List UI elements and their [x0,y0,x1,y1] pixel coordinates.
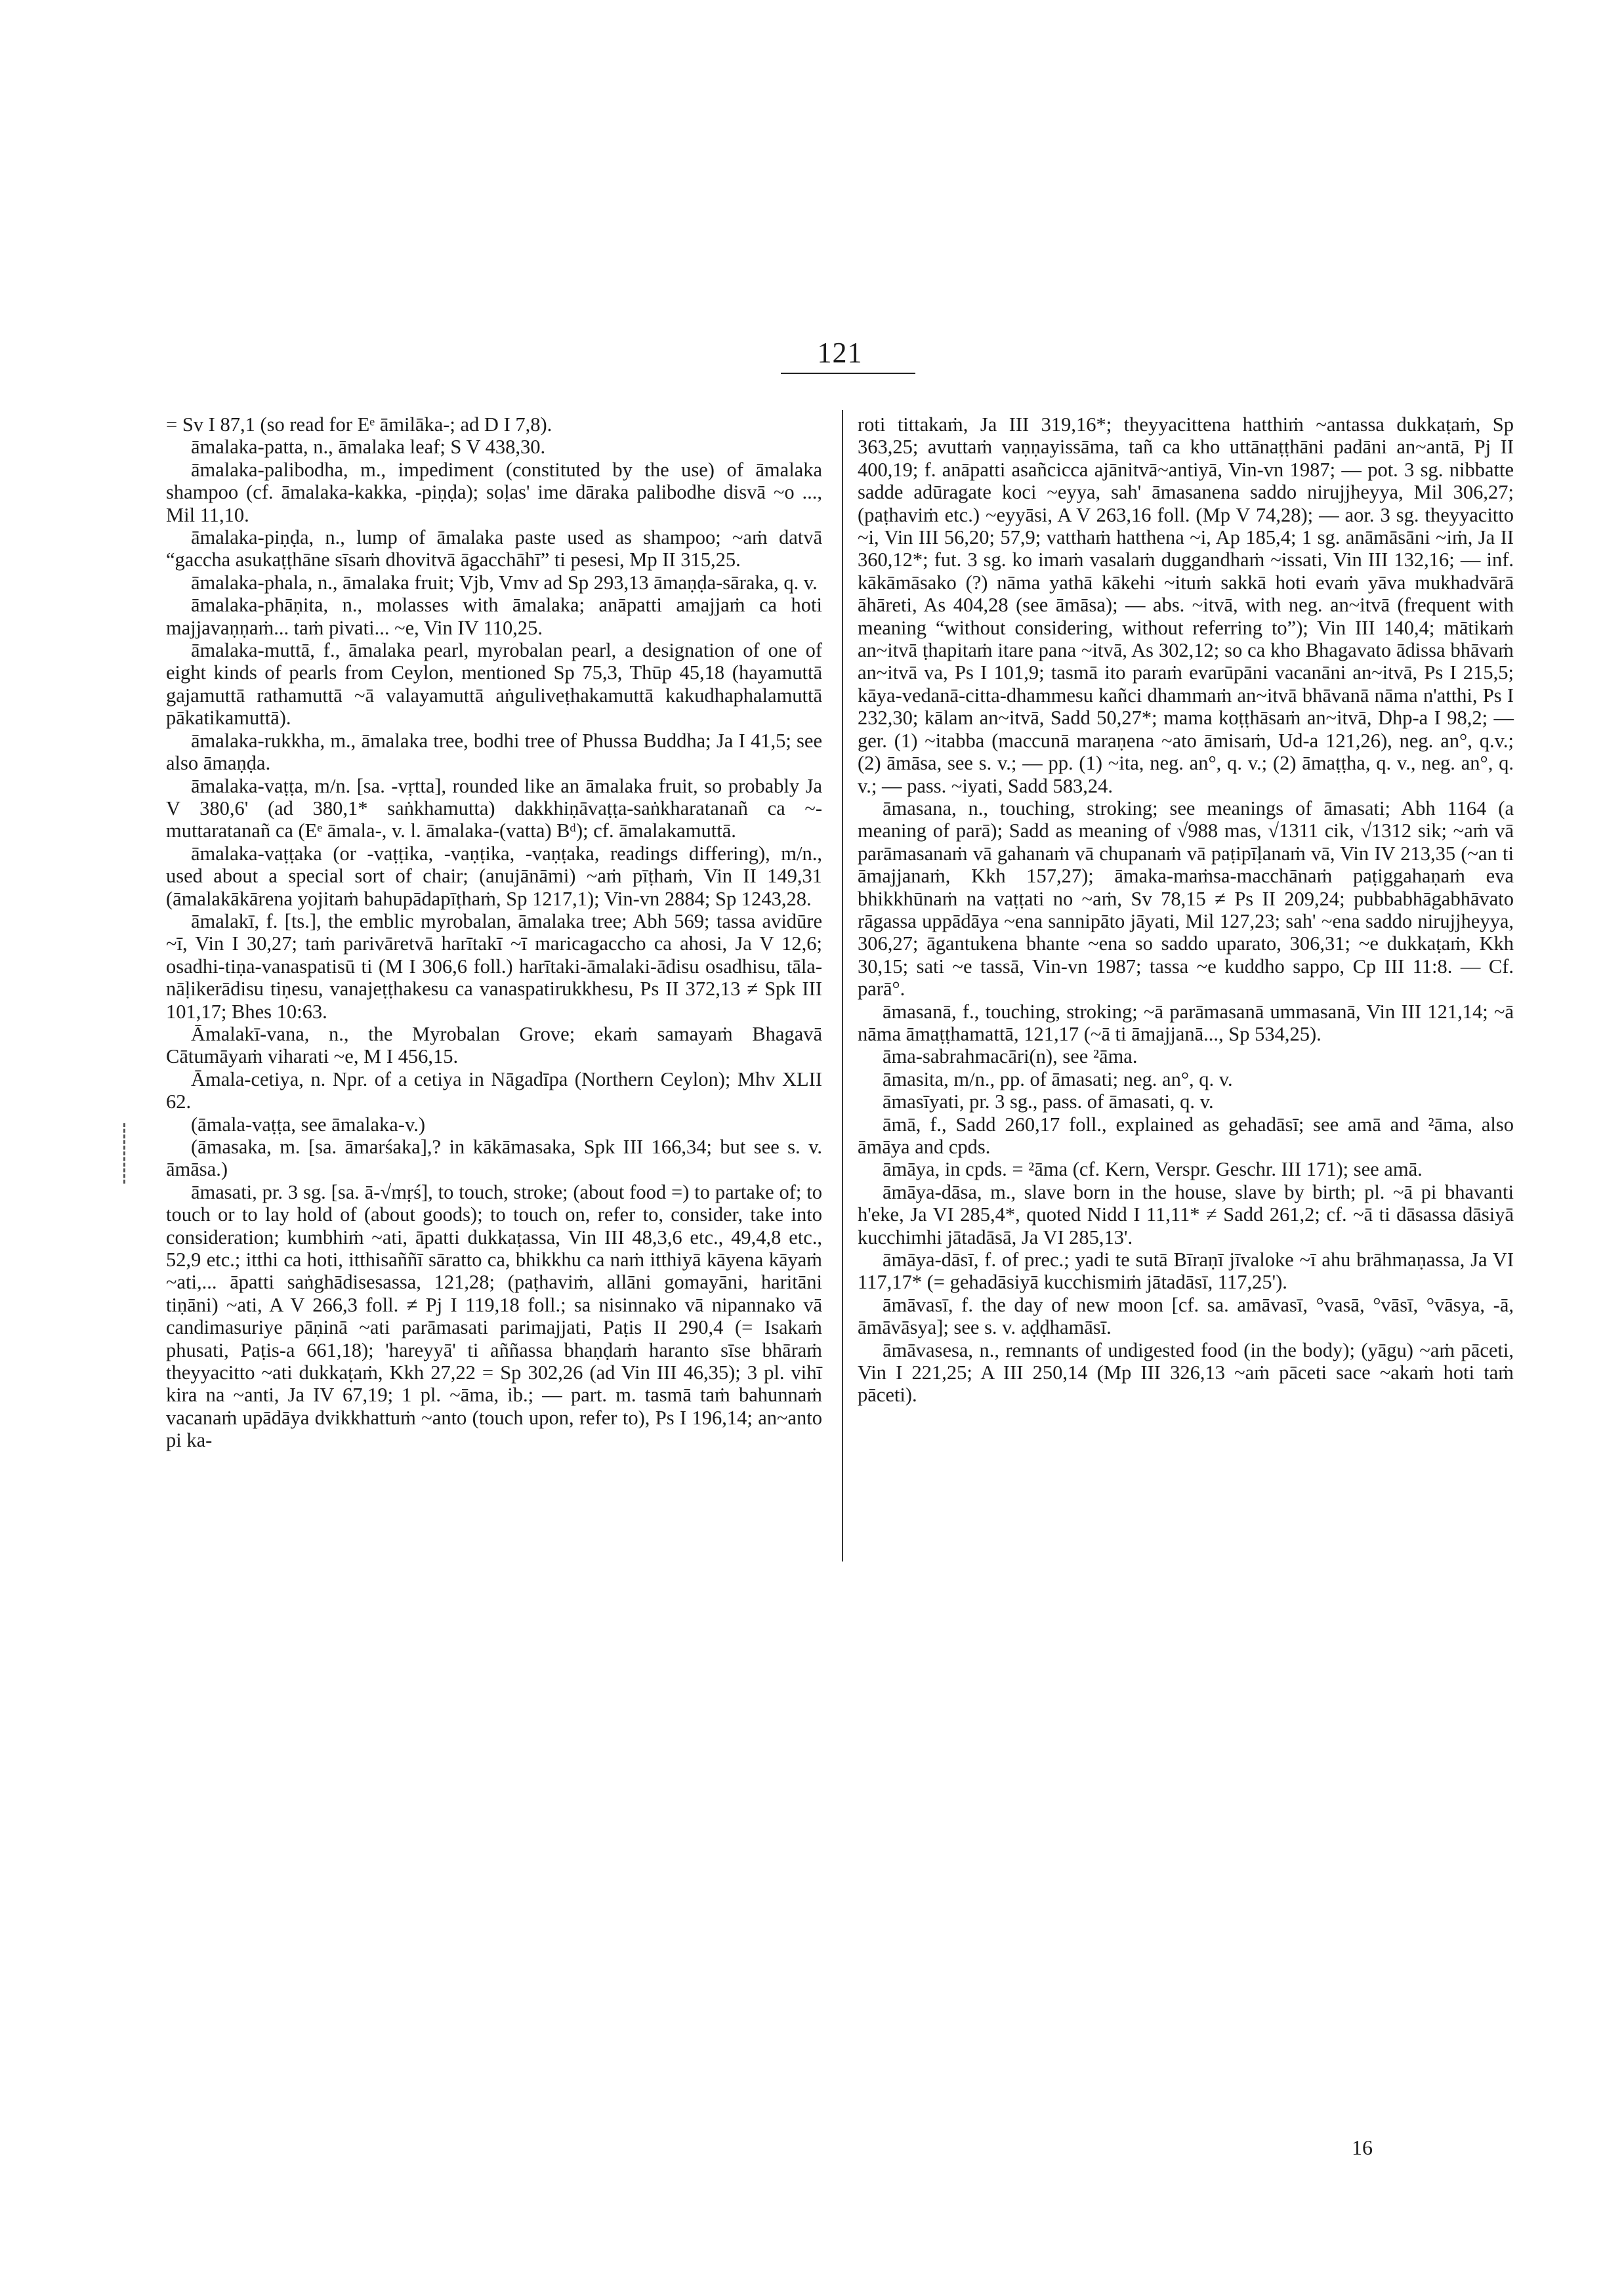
dictionary-entry: āmāya-dāsī, f. of prec.; yadi te sutā Bīraṇī jīvaloke ~ī ahu brāhmaṇassa, Ja VI 117,17* (= gehadāsiyā kucchismiṁ jātadāsī, 117,25'). [858,1249,1514,1294]
dictionary-entry: Āmala-cetiya, n. Npr. of a cetiya in Nāgadīpa (Northern Ceylon); Mhv XLII 62. [166,1067,822,1113]
gathering-mark: 16 [1352,2136,1373,2159]
dictionary-entry: āmalaka-rukkha, m., āmalaka tree, bodhi tree of Phussa Buddha; Ja I 41,5; see also āmaṇḍa. [166,729,822,775]
left-column [166,413,822,1452]
dictionary-entry: āmasita, m/n., pp. of āmasati; neg. an°, q. v. [883,1067,1233,1090]
dictionary-entry: āmā, f., Sadd 260,17 foll., explained as gehadāsī; see amā and ²āma, also āmāya and cpds. [858,1113,1514,1158]
dictionary-entry: āmalaka-muttā, f., āmalaka pearl, myrobalan pearl, a designation of one of eight kinds of pearls from Ceylon, mentioned Sp 75,3, Thūp 45,18 (hayamuttā gajamuttā rathamuttā ~ā valayamuttā aṅguliveṭhakamuttā kakudhaphalamuttā pākatikamuttā). [166,639,822,730]
dictionary-entry: āmalaka-palibodha, m., impediment (constituted by the use) of āmalaka shampoo (cf. āmalaka-kakka, -piṇḍa); soḷas' ime dāraka palibodhe disvā ~o ..., Mil 11,10. [166,458,822,526]
dictionary-entry: āmasati, pr. 3 sg. [sa. ā-√mṛś], to touch, stroke; (about food =) to partake of; to touch or to lay hold of (about goods); to touch on, refer to, consider, take into consideration; kumbhiṁ ~ati, āpatti dukkaṭassa, Vin III 48,3,6 etc., 49,4,8 etc., 52,9 etc.; itthi ca hoti, itthisaññī sāratto ca, bhikkhu ca naṁ itthiyā kāyena kāyaṁ ~ati,... āpatti saṅghādisesassa, 121,28; (paṭhaviṁ, allāni gomayāni, haritāni tiṇāni) ~ati, A V 266,3 foll. ≠ Pj I 119,18 foll.; sa nisinnako vā nipannako vā candimasuriye pāṇinā ~ati parāmasati parimajjati, Paṭis II 290,4 (= Isakaṁ phusati, Paṭis-a 661,18); 'hareyyā' ti aññassa bhaṇḍaṁ haranto sīse bhāraṁ theyyacitto ~ati dukkaṭaṁ, Kkh 27,22 = Sp 302,26 (ad Vin III 46,35); 3 pl. vihī kira na ~anti, Ja IV 67,19; 1 pl. ~āma, ib.; — part. m. tasmā taṁ bahunnaṁ vacanaṁ upādāya dvikkhattuṁ ~anto (touch upon, refer to), Ps I 196,14; an~anto pi ka- [166,1180,822,1452]
dictionary-entry: āmasanā, f., touching, stroking; ~ā parāmasanā ummasanā, Vin III 121,14; ~ā nāma āmaṭṭhamattā, 121,17 (~ā ti āmajjanā..., Sp 534,25). [858,1000,1514,1045]
dictionary-entry: āmalakī, f. [ts.], the emblic myrobalan, āmalaka tree; Abh 569; tassa avidūre ~ī, Vin I 30,27; taṁ parivāretvā harītakī ~ī maricagaccho ca ahosi, Ja V 12,6; osadhi-tiṇa-vanaspatisū ti (M I 306,6 foll.) harītaki-āmalaki-ādisu osadhisu, tāla-nāḷikerādisu tiṇesu, vanajeṭṭhakesu ca vanaspatirukkhesu, Ps II 372,13 ≠ Spk III 101,17; Bhes 10:63. [166,909,822,1023]
dictionary-entry: āmalaka-vaṭṭa, m/n. [sa. -vṛtta], rounded like an āmalaka fruit, so probably Ja V 380,6' (ad 380,1* saṅkhamutta) dakkhiṇāvaṭṭa-saṅkharatanañ ca ~-muttaratanañ ca (Eᵉ āmala-, v. l. āmalaka-(vatta) Bᵈ); cf. āmalakamuttā. [166,774,822,842]
dictionary-entry: āmasana, n., touching, stroking; see meanings of āmasati; Abh 1164 (a meaning of parā); Sadd as meaning of √988 mas, √1311 cik, √1312 sik; ~aṁ vā parāmasanaṁ vā gahanaṁ vā chupanaṁ vā paṭipīḷanaṁ vā, Vin IV 213,35 (~an ti āmajjanaṁ, Kkh 157,27); āmaka-maṁsa-macchānaṁ paṭiggahaṇaṁ eva bhikkhūnaṁ na vaṭṭati no ~aṁ, Sv 78,15 ≠ Ps II 209,24; pubbabhāgabhāvato rāgassa uppādāya ~ena sannipāto jāyati, Mil 127,23; sah' ~ena saddo nirujjheyya, 306,27; āgantukena bhante ~ena so saddo uparato, 306,31; ~e dukkaṭaṁ, Kkh 30,15; sati ~e tassā, Vin-vn 1987; tassa ~e kuddho sappo, Cp III 11:8. — Cf. parā°. [858,796,1514,1001]
dictionary-entry: āmāya, in cpds. = ²āma (cf. Kern, Verspr. Geschr. III 171); see amā. [883,1158,1423,1181]
dictionary-entry: āmāvasesa, n., remnants of undigested food (in the body); (yāgu) ~aṁ pāceti, Vin I 221,25; A III 250,14 (Mp III 326,13 ~aṁ pāceti sace ~akaṁ hoti taṁ pāceti). [858,1338,1514,1407]
dictionary-entry: āmalaka-patta, n., āmalaka leaf; S V 438,30. [191,436,546,459]
page-number: 121 [817,337,863,369]
dictionary-entry: āmāvasī, f. the day of new moon [cf. sa. amāvasī, °vasā, °vāsī, °vāsya, -ā, āmāvāsya]; see s. v. aḍḍhamāsī. [858,1293,1514,1339]
dictionary-entry: āmāya-dāsa, m., slave born in the house, slave by birth; pl. ~ā pi bhavanti h'eke, Ja VI 285,4*, quoted Nidd I 11,11* ≠ Sadd 261,2; cf. ~ā ti dāsassa dāsiyā kucchimhi jātadāsā, Ja VI 285,13'. [858,1180,1514,1249]
dictionary-entry: (āmala-vaṭṭa, see āmalaka-v.) [191,1113,426,1136]
page-number-rule [781,373,915,374]
dictionary-entry: Āmalakī-vana, n., the Myrobalan Grove; ekaṁ samayaṁ Bhagavā Cātumāyaṁ viharati ~e, M I 456,15. [166,1022,822,1068]
dictionary-entry: (āmasaka, m. [sa. āmarśaka],? in kākāmasaka, Spk III 166,34; but see s. v. āmāsa.) [166,1136,822,1181]
dictionary-entry: āmalaka-phala, n., āmalaka fruit; Vjb, Vmv ad Sp 293,13 āmaṇḍa-sāraka, q. v. [191,571,818,594]
dictionary-entry: āmalaka-piṇḍa, n., lump of āmalaka paste used as shampoo; ~aṁ datvā “gaccha asukaṭṭhāne sīsaṁ dhovitvā āgacchāhī” ti pesesi, Mp II 315,25. [166,526,822,571]
column-divider [842,410,843,1561]
dictionary-entry: = Sv I 87,1 (so read for Eᵉ āmilāka-; ad D I 7,8). [166,413,552,436]
dictionary-entry: āmalaka-phāṇita, n., molasses with āmalaka; anāpatti amajjaṁ ca hoti majjavaṇṇaṁ... taṁ pivati... ~e, Vin IV 110,25. [166,594,822,639]
dictionary-entry: āmasīyati, pr. 3 sg., pass. of āmasati, q. v. [883,1090,1214,1113]
dictionary-entry: roti tittakaṁ, Ja III 319,16*; theyyacittena hatthiṁ ~antassa dukkaṭaṁ, Sp 363,25; avuttaṁ vaṇṇayissāma, tañ ca kho uttānaṭṭhāni padāni an~antā, Pj II 400,19; f. anāpatti asañcicca ajānitvā~antiyā, Vin-vn 1987; — pot. 3 sg. nibbatte sadde adūragate koci ~eyya, sah' āmasanena saddo nirujjheyya, Mil 306,27; (paṭhaviṁ etc.) ~eyyāsi, A V 263,16 foll. (Mp V 74,28); — aor. 3 sg. theyyacitto ~i, Vin III 56,20; 57,9; vatthaṁ hatthena ~i, Ap 185,4; 1 sg. anāmāsāni ~iṁ, Ja II 360,12*; fut. 3 sg. ko imaṁ vasalaṁ duggandhaṁ ~issati, Vin III 132,16; — inf. kākāmāsako (?) nāma yathā kākehi ~ituṁ sakkā hoti evaṁ yāva mukhadvārā āhāreti, As 404,28 (see āmāsa); — abs. ~itvā, with neg. an~itvā (frequent with meaning “without considering, without referring to”); Vin III 140,4; mātikaṁ an~itvā ṭhapitaṁ itare pana ~itvā, As 302,12; so ca kho Bhagavato ādissa bhāvaṁ an~itvā va, Ps I 101,9; tasmā ito paraṁ evarūpāni vacanāni an~itvā, Ps I 215,5; kāya-vedanā-citta-dhammesu kañci dhammaṁ an~itvā bhāvanā nāma n'atthi, Ps I 232,30; kālam an~itvā, Sadd 50,27*; mama koṭṭhāsaṁ an~itvā, Dhp-a I 98,2; — ger. (1) ~itabba (maccunā maraṇena ~ato āmisaṁ, Ud-a 121,26), neg. an°, q.v.; (2) āmāsa, see s. v.; — pp. (1) ~ita, neg. an°, q. v.; (2) āmaṭṭha, q. v., neg. an°, q. v.; — pass. ~iyati, Sadd 583,24. [858,413,1514,797]
dictionary-entry: āma-sabrahmacāri(n), see ²āma. [883,1045,1138,1068]
right-column [858,413,1514,1407]
dictionary-entry: āmalaka-vaṭṭaka (or -vaṭṭika, -vaṇṭika, -vaṇṭaka, readings differing), m/n., used about a special sort of chair; (anujānāmi) ~aṁ pīṭhaṁ, Vin II 149,31 (āmalakākārena yojitaṁ bahupādapīṭhaṁ, Sp 1217,1); Vin-vn 2884; Sp 1243,28. [166,842,822,910]
margin-mark [123,1123,125,1184]
